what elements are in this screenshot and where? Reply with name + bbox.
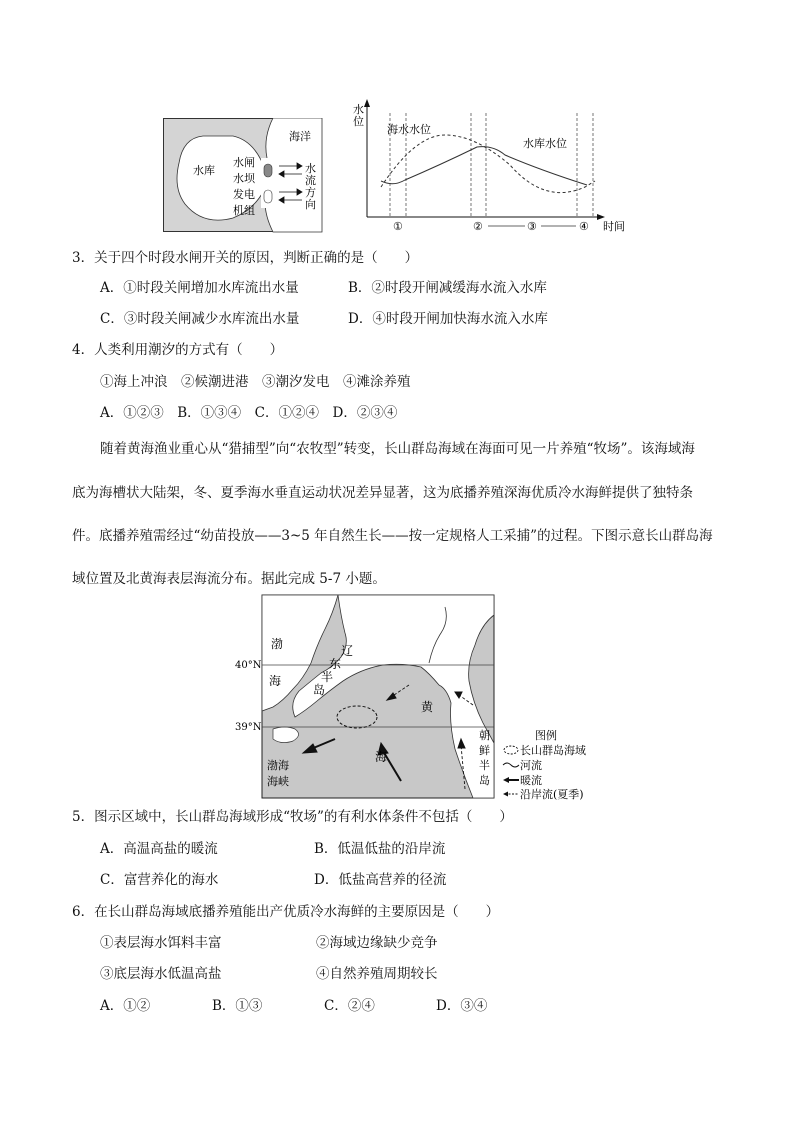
legend-river-icon	[503, 763, 519, 767]
generator-symbol	[264, 190, 272, 203]
ocean-label: 海洋	[289, 130, 311, 143]
legend-area-label: 长山群岛海域	[520, 744, 586, 757]
legend-title: 图例	[535, 729, 557, 742]
dam-label: 水坝	[233, 172, 255, 185]
period-3: ③	[527, 220, 537, 233]
y-axis-char-1: 水	[353, 103, 364, 116]
q6-stem: 6．在长山群岛海域底播养殖能出产优质冷水海鲜的主要原因是（ ）	[72, 904, 500, 920]
yellow-sea-label-2: 海	[375, 750, 388, 764]
liaodong-label-3: 半	[321, 670, 334, 684]
reservoir-level-label: 水库水位	[523, 137, 567, 150]
bohai-label-1: 渤	[271, 637, 284, 651]
q5-stem: 5．图示区域中，长山群岛海域形成“牧场”的有利水体条件不包括（ ）	[72, 809, 513, 825]
liaodong-label-2: 东	[329, 657, 342, 671]
strait-label-2: 海峡	[267, 775, 289, 788]
period-2: ②	[473, 220, 483, 233]
q5-option-d[interactable]: D．低盐高营养的径流	[314, 872, 447, 888]
q6-item-3: ③底层海水低温高盐	[100, 966, 222, 982]
flow-label-1: 水	[305, 162, 316, 175]
q6-option-c[interactable]: C．②④	[324, 998, 375, 1014]
sea-level-label: 海水水位	[387, 123, 431, 136]
generator-label-1: 发电	[233, 188, 255, 201]
passage-line-2: 底为海槽状大陆架，冬、夏季海水垂直运动状况差异显著，这为底播养殖深海优质冷水海鲜提供了独特条	[72, 485, 693, 501]
q3-option-c[interactable]: C．③时段关闸减少水库流出水量	[100, 311, 300, 327]
korea-label-3: 半	[479, 759, 490, 772]
q3-option-a[interactable]: A．①时段关闸增加水库流出水量	[100, 280, 299, 296]
q4-items: ①海上冲浪 ②候潮进港 ③潮汐发电 ④滩涂养殖	[100, 374, 411, 390]
yellow-sea-map	[233, 593, 603, 803]
q3-option-b[interactable]: B．②时段开闸减缓海水流入水库	[348, 280, 547, 296]
legend-coastal-label: 沿岸流(夏季)	[520, 788, 584, 801]
bohai-label-2: 海	[269, 674, 282, 688]
reservoir-diagram	[163, 118, 323, 233]
q4-options[interactable]: A．①②③ B．①③④ C．①②④ D．②③④	[100, 405, 398, 421]
y-axis-char-2: 位	[353, 115, 364, 128]
flow-label-2: 流	[305, 174, 316, 187]
passage-line-4: 域位置及北黄海表层海流分布。据此完成 5-7 小题。	[72, 571, 386, 587]
period-4: ④	[579, 220, 589, 233]
yellow-sea-label-1: 黄	[421, 700, 434, 714]
q6-item-4: ④自然养殖周期较长	[316, 966, 438, 982]
flow-label-3: 方	[305, 186, 316, 199]
liaodong-label-4: 岛	[313, 683, 326, 697]
q6-item-1: ①表层海水饵料丰富	[100, 935, 222, 951]
q6-option-b[interactable]: B．①③	[212, 998, 263, 1014]
generator-label-2: 机组	[233, 204, 255, 217]
q3-stem: 3．关于四个时段水闸开关的原因，判断正确的是（ ）	[72, 250, 419, 266]
water-level-graph	[345, 95, 635, 240]
reservoir-label: 水库	[193, 164, 215, 177]
lat-39-label: 39°N	[235, 722, 262, 733]
strait-label-1: 渤海	[267, 759, 289, 772]
reservoir-level-curve	[381, 147, 587, 185]
gate-symbol	[264, 164, 272, 177]
lat-40-label: 40°N	[235, 660, 262, 671]
flow-label-4: 向	[305, 198, 316, 211]
passage-line-3: 件。底播养殖需经过“幼苗投放——3~5 年自然生长——按一定规格人工采捕”的过程。下图示意长山群岛海	[72, 528, 713, 544]
q5-option-c[interactable]: C．富营养化的海水	[100, 872, 219, 888]
q6-item-2: ②海域边缘缺少竞争	[316, 935, 438, 951]
legend-warm-label: 暖流	[520, 774, 542, 787]
x-axis-label: 时间	[603, 220, 625, 233]
q4-stem: 4．人类利用潮汐的方式有（ ）	[72, 342, 284, 358]
gate-label: 水闸	[233, 156, 255, 169]
korea-label-4: 岛	[479, 774, 490, 787]
korea-label-1: 朝	[479, 729, 490, 742]
legend-river-label: 河流	[520, 759, 542, 772]
liaodong-label-1: 辽	[341, 644, 354, 658]
korea-label-2: 鲜	[479, 744, 490, 757]
q6-option-d[interactable]: D．③④	[436, 998, 488, 1014]
shandong-tip	[273, 727, 299, 743]
passage-line-1: 随着黄海渔业重心从“猎捕型”向“农牧型”转变，长山群岛海域在海面可见一片养殖“牧场”。该海域海	[100, 441, 695, 457]
period-1: ①	[393, 220, 403, 233]
legend-area-icon	[504, 746, 518, 754]
q6-option-a[interactable]: A．①②	[100, 998, 151, 1014]
q5-option-a[interactable]: A．高温高盐的暖流	[100, 841, 218, 857]
q5-option-b[interactable]: B．低温低盐的沿岸流	[314, 841, 446, 857]
q3-option-d[interactable]: D．④时段开闸加快海水流入水库	[348, 311, 548, 327]
